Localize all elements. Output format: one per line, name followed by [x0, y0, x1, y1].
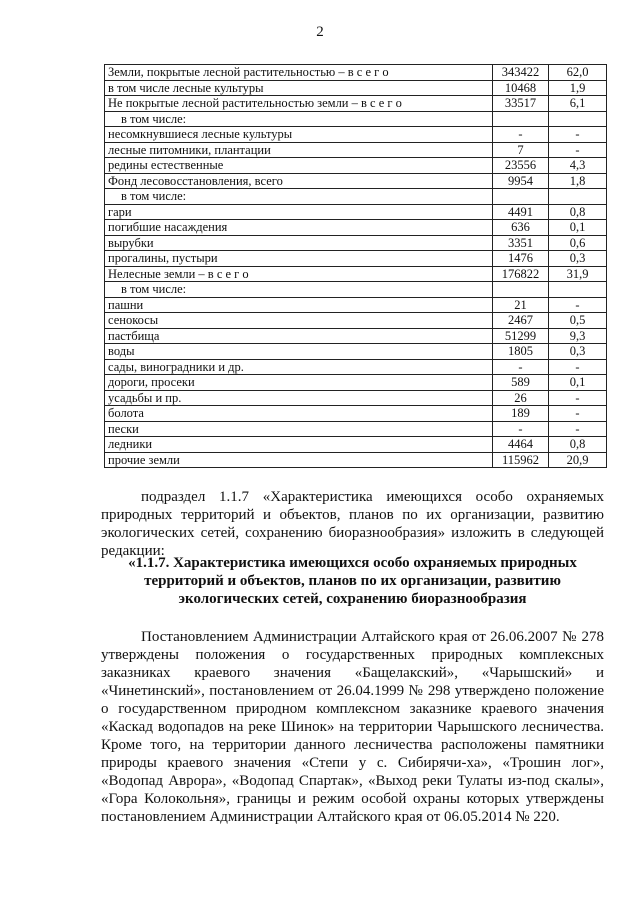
table-row	[105, 127, 607, 143]
table-row	[105, 235, 607, 251]
row-area: 26	[493, 390, 549, 406]
row-area: 51299	[493, 328, 549, 344]
amendment-paragraph: подраздел 1.1.7 «Характеристика имеющихся особо охраняемых природных территорий и объектов, планов по их организации, развитию экологических сетей, сохранению биоразнообразия» изложить в следующей редакции:	[101, 489, 604, 559]
row-percent: 0,1	[549, 375, 607, 391]
row-label: ледники	[105, 437, 493, 453]
section-heading-line: «1.1.7. Характеристика имеющихся особо охраняемых природных	[128, 555, 577, 571]
row-area: 1805	[493, 344, 549, 360]
row-area: 2467	[493, 313, 549, 329]
section-heading-line: территорий и объектов, планов по их организации, развитию	[144, 573, 561, 589]
section-heading-line: экологических сетей, сохранению биоразнообразия	[178, 591, 527, 607]
row-area	[493, 111, 549, 127]
table-row	[105, 421, 607, 437]
row-percent: 0,8	[549, 437, 607, 453]
row-area: -	[493, 359, 549, 375]
row-percent: 20,9	[549, 452, 607, 468]
table-row	[105, 282, 607, 298]
table-row	[105, 96, 607, 112]
row-label: Нелесные земли – в с е г о	[105, 266, 493, 282]
row-percent: -	[549, 390, 607, 406]
row-label: Не покрытые лесной растительностью земли – в с е г о	[105, 96, 493, 112]
row-area: 3351	[493, 235, 549, 251]
row-label: дороги, просеки	[105, 375, 493, 391]
row-label: болота	[105, 406, 493, 422]
table-row	[105, 266, 607, 282]
row-label: редины естественные	[105, 158, 493, 174]
table-body	[105, 65, 607, 468]
row-percent: -	[549, 127, 607, 143]
row-percent: 62,0	[549, 65, 607, 81]
row-area: 4491	[493, 204, 549, 220]
row-percent	[549, 111, 607, 127]
row-percent: 0,8	[549, 204, 607, 220]
table-row	[105, 359, 607, 375]
row-area: 21	[493, 297, 549, 313]
row-area: -	[493, 127, 549, 143]
row-label: воды	[105, 344, 493, 360]
row-label: пески	[105, 421, 493, 437]
row-area: 9954	[493, 173, 549, 189]
row-area: 636	[493, 220, 549, 236]
row-area: 115962	[493, 452, 549, 468]
row-area: 7	[493, 142, 549, 158]
table-row	[105, 437, 607, 453]
row-percent: 6,1	[549, 96, 607, 112]
row-area: 23556	[493, 158, 549, 174]
section-heading	[101, 554, 604, 608]
row-label: прочие земли	[105, 452, 493, 468]
row-label: в том числе:	[105, 189, 493, 205]
row-area: 589	[493, 375, 549, 391]
row-percent	[549, 189, 607, 205]
row-percent: -	[549, 421, 607, 437]
row-area: 176822	[493, 266, 549, 282]
row-label: прогалины, пустыри	[105, 251, 493, 267]
row-label: усадьбы и пр.	[105, 390, 493, 406]
row-label: погибшие насаждения	[105, 220, 493, 236]
row-label: лесные питомники, плантации	[105, 142, 493, 158]
row-percent: 1,8	[549, 173, 607, 189]
table-row	[105, 220, 607, 236]
table-row	[105, 173, 607, 189]
row-label: Земли, покрытые лесной растительностью – в с е г о	[105, 65, 493, 81]
row-percent: 0,3	[549, 251, 607, 267]
row-percent: 0,6	[549, 235, 607, 251]
row-label: в том числе лесные культуры	[105, 80, 493, 96]
page-number: 2	[316, 24, 324, 40]
row-percent: 1,9	[549, 80, 607, 96]
land-area-table	[104, 64, 607, 468]
row-percent: 31,9	[549, 266, 607, 282]
row-label: сады, виноградники и др.	[105, 359, 493, 375]
row-label: в том числе:	[105, 282, 493, 298]
row-label: Фонд лесовосстановления, всего	[105, 173, 493, 189]
row-percent: 9,3	[549, 328, 607, 344]
table-row	[105, 375, 607, 391]
row-label: сенокосы	[105, 313, 493, 329]
row-area: 1476	[493, 251, 549, 267]
table-row	[105, 313, 607, 329]
table-row	[105, 328, 607, 344]
table-row	[105, 189, 607, 205]
row-area: 33517	[493, 96, 549, 112]
row-area: 4464	[493, 437, 549, 453]
body-paragraph: Постановлением Администрации Алтайского края от 26.06.2007 № 278 утверждены положения о государственных природных комплексных заказниках краевого значения «Бащелакский», «Чарышский» и «Чинетинский», постановлением от 26.04.1999 № 298 утверждено положение о государственном природном комплексном заказнике краевого значения «Каскад водопадов на реке Шинок» на территории Чарышского лесничества. Кроме того, на территории данного лесничества расположены памятники природы краевого значения «Степи у с. Сибирячи-ха», «Трошин лог», «Водопад Аврора», «Водопад Спартак», «Выход реки Тулаты из-под скалы», «Гора Колокольня», границы и режим особой охраны которых утверждены постановлением Администрации Алтайского края от 06.05.2014 № 220.	[101, 629, 604, 825]
table-row	[105, 452, 607, 468]
row-area	[493, 282, 549, 298]
row-percent: 4,3	[549, 158, 607, 174]
row-percent: 0,3	[549, 344, 607, 360]
row-label: несомкнувшиеся лесные культуры	[105, 127, 493, 143]
row-area: 10468	[493, 80, 549, 96]
table-row	[105, 297, 607, 313]
row-percent	[549, 282, 607, 298]
row-area: 189	[493, 406, 549, 422]
row-area	[493, 189, 549, 205]
table-row	[105, 406, 607, 422]
table-row	[105, 80, 607, 96]
table-row	[105, 251, 607, 267]
table-row	[105, 344, 607, 360]
row-area: -	[493, 421, 549, 437]
row-label: в том числе:	[105, 111, 493, 127]
row-percent: 0,5	[549, 313, 607, 329]
row-label: вырубки	[105, 235, 493, 251]
table-row	[105, 65, 607, 81]
row-percent: 0,1	[549, 220, 607, 236]
row-label: гари	[105, 204, 493, 220]
row-percent: -	[549, 142, 607, 158]
table-row	[105, 158, 607, 174]
table-row	[105, 111, 607, 127]
row-label: пашни	[105, 297, 493, 313]
table-row	[105, 390, 607, 406]
row-percent: -	[549, 359, 607, 375]
row-percent: -	[549, 297, 607, 313]
table-row	[105, 204, 607, 220]
row-percent: -	[549, 406, 607, 422]
row-label: пастбища	[105, 328, 493, 344]
row-area: 343422	[493, 65, 549, 81]
table-row	[105, 142, 607, 158]
